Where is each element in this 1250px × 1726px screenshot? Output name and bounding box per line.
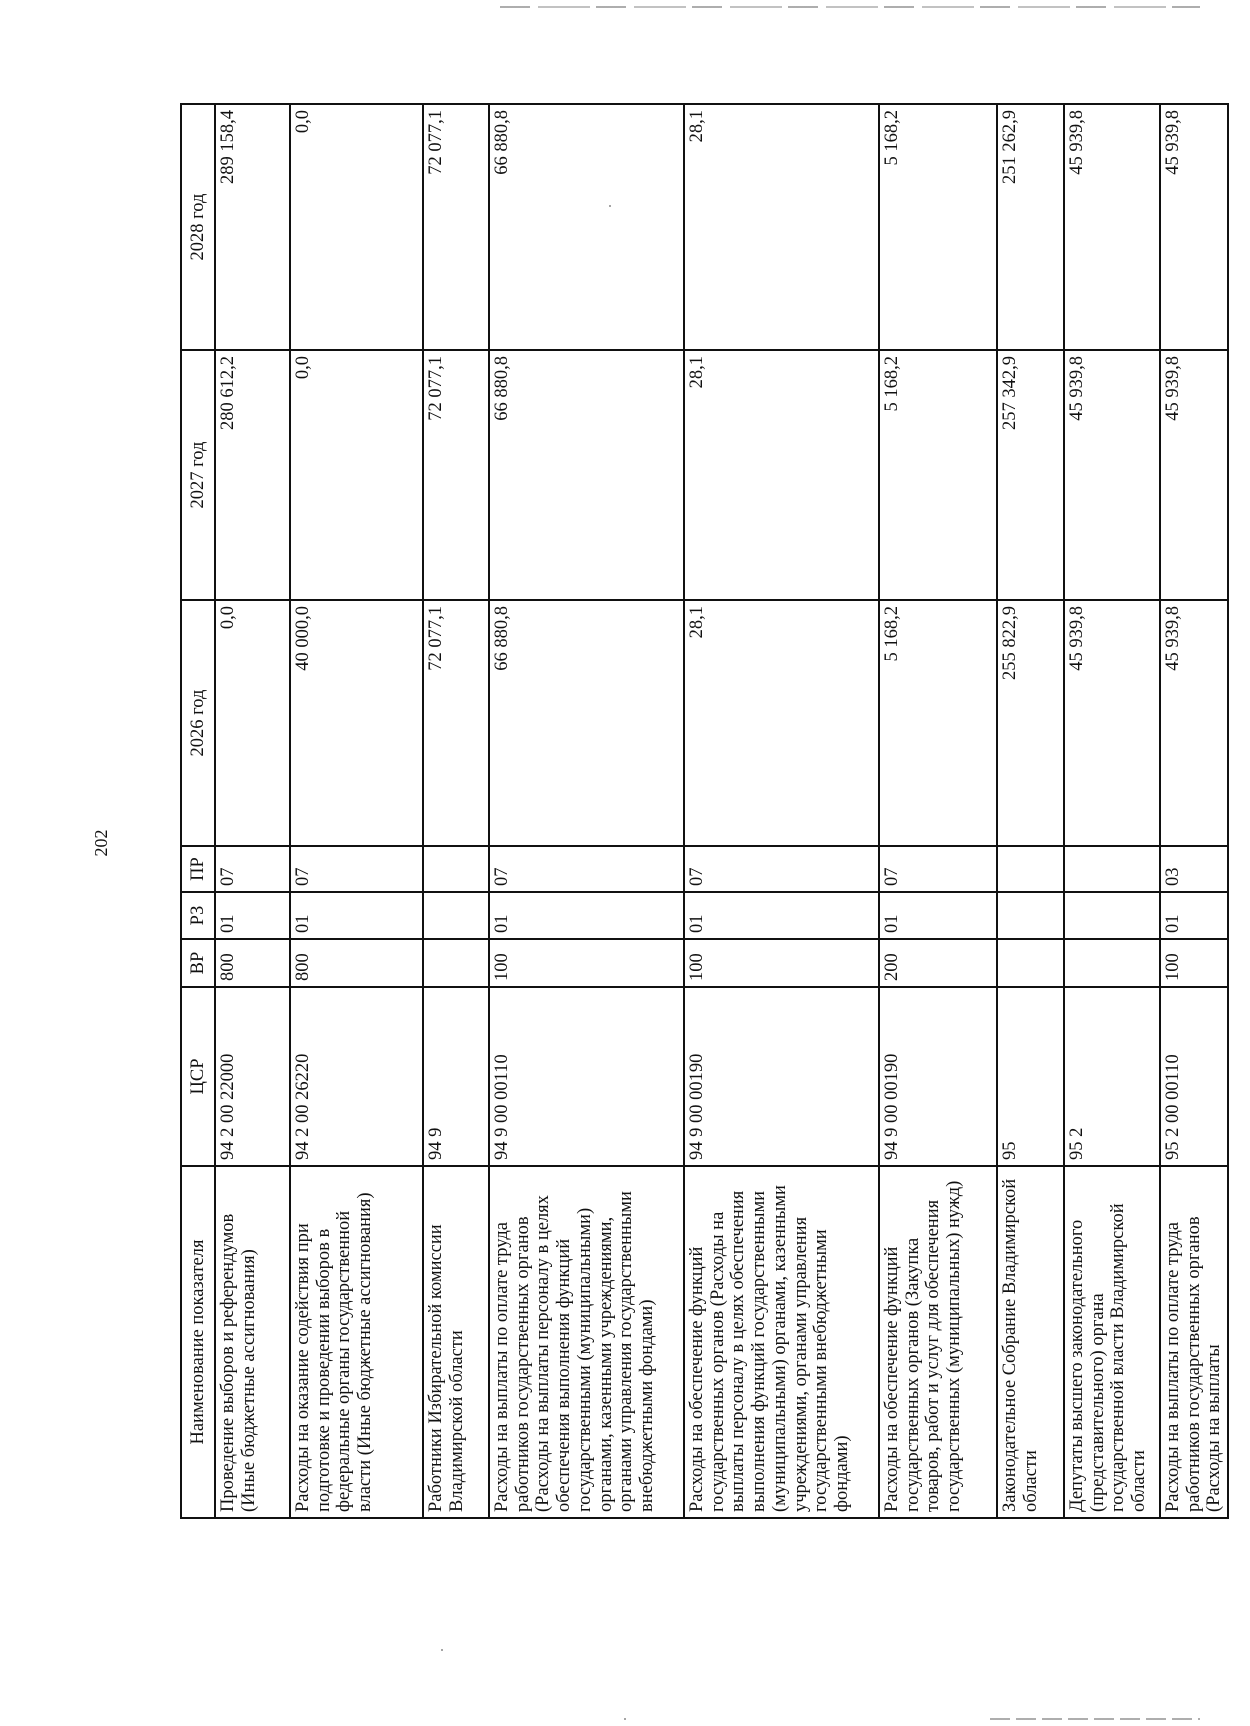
cell-rz: 01 — [1160, 892, 1228, 939]
scan-edge-line — [990, 1718, 1200, 1720]
cell-2026: 72 077,1 — [423, 600, 489, 846]
cell-vr: 200 — [879, 939, 997, 987]
cell-2028: 45 939,8 — [1064, 104, 1160, 350]
cell-name: Расходы на обеспечение функций государственных органов (Расходы на выплаты персоналу в целях обеспечения выполнения функций государственными (муниципальными) органами, казенными учреждениями, органами управления государственными внебюджетными фондами) — [684, 1166, 879, 1518]
cell-2028: 28,1 — [684, 104, 879, 350]
cell-2028: 5 168,2 — [879, 104, 997, 350]
cell-2028: 66 880,8 — [489, 104, 684, 350]
cell-pr: 03 — [1160, 846, 1228, 892]
cell-rz: 01 — [684, 892, 879, 939]
header-row — [181, 104, 215, 1518]
cell-2026: 40 000,0 — [290, 600, 423, 846]
cell-vr: 800 — [215, 939, 290, 987]
cell-pr — [997, 846, 1064, 892]
cell-2026: 28,1 — [684, 600, 879, 846]
cell-rz: 01 — [879, 892, 997, 939]
cell-name: Расходы на обеспечение функций государственных органов (Закупка товаров, работ и услуг для обеспечения государственных (муниципальных) нужд) — [879, 1166, 997, 1518]
header-name: Наименование показателя — [181, 1166, 215, 1518]
cell-2027: 66 880,8 — [489, 350, 684, 600]
cell-2027: 72 077,1 — [423, 350, 489, 600]
cell-rz: 01 — [489, 892, 684, 939]
cell-2028: 72 077,1 — [423, 104, 489, 350]
table-container — [180, 105, 1250, 1519]
table-row — [1064, 104, 1160, 1518]
cell-2028: 0,0 — [290, 104, 423, 350]
cell-pr — [1064, 846, 1160, 892]
table-row — [215, 104, 290, 1518]
cell-2027: 28,1 — [684, 350, 879, 600]
cell-rz: 01 — [290, 892, 423, 939]
cell-name: Проведение выборов и референдумов (Иные бюджетные ассигнования) — [215, 1166, 290, 1518]
cell-vr: 100 — [489, 939, 684, 987]
cell-vr — [997, 939, 1064, 987]
cell-rz — [997, 892, 1064, 939]
scan-edge-line — [500, 6, 1200, 8]
cell-name: Работники Избирательной комиссии Владимирской области — [423, 1166, 489, 1518]
table-row — [879, 104, 997, 1518]
scan-speck — [624, 1718, 626, 1720]
cell-pr: 07 — [879, 846, 997, 892]
header-rz: РЗ — [181, 892, 215, 939]
cell-csr: 94 9 00 00110 — [489, 987, 684, 1166]
cell-2028: 289 158,4 — [215, 104, 290, 350]
cell-2027: 45 939,8 — [1160, 350, 1228, 600]
cell-name: Расходы на оказание содействия при подготовке и проведении выборов в федеральные органы государственной власти (Иные бюджетные ассигнования) — [290, 1166, 423, 1518]
table-row — [684, 104, 879, 1518]
cell-rz — [1064, 892, 1160, 939]
header-2027: 2027 год — [181, 350, 215, 600]
cell-vr: 800 — [290, 939, 423, 987]
cell-csr: 94 9 00 00190 — [684, 987, 879, 1166]
cell-2027: 0,0 — [290, 350, 423, 600]
cell-csr: 95 2 — [1064, 987, 1160, 1166]
header-pr: ПР — [181, 846, 215, 892]
cell-pr: 07 — [489, 846, 684, 892]
cell-vr — [1064, 939, 1160, 987]
cell-2026: 255 822,9 — [997, 600, 1064, 846]
cell-csr: 94 9 — [423, 987, 489, 1166]
table-row — [290, 104, 423, 1518]
cell-2027: 5 168,2 — [879, 350, 997, 600]
cell-name: Законодательное Собрание Владимирской области — [997, 1166, 1064, 1518]
page-number: 202 — [91, 829, 111, 857]
budget-table — [180, 103, 1229, 1519]
cell-2026: 66 880,8 — [489, 600, 684, 846]
cell-2027: 280 612,2 — [215, 350, 290, 600]
cell-2026: 5 168,2 — [879, 600, 997, 846]
cell-pr: 07 — [215, 846, 290, 892]
cell-vr — [423, 939, 489, 987]
cell-vr: 100 — [684, 939, 879, 987]
cell-pr: 07 — [290, 846, 423, 892]
cell-csr: 95 2 00 00110 — [1160, 987, 1228, 1166]
cell-name: Расходы на выплаты по оплате труда работников государственных органов (Расходы на выплаты — [1160, 1166, 1228, 1518]
cell-pr — [423, 846, 489, 892]
table-row — [1160, 104, 1228, 1518]
cell-csr: 94 2 00 26220 — [290, 987, 423, 1166]
cell-2028: 45 939,8 — [1160, 104, 1228, 350]
header-vr: ВР — [181, 939, 215, 987]
cell-csr: 94 2 00 22000 — [215, 987, 290, 1166]
header-csr: ЦСР — [181, 987, 215, 1166]
cell-2027: 45 939,8 — [1064, 350, 1160, 600]
cell-2026: 45 939,8 — [1160, 600, 1228, 846]
cell-csr: 94 9 00 00190 — [879, 987, 997, 1166]
cell-vr: 100 — [1160, 939, 1228, 987]
cell-2026: 0,0 — [215, 600, 290, 846]
cell-pr: 07 — [684, 846, 879, 892]
rotated-sheet — [180, 105, 1250, 1519]
header-2026: 2026 год — [181, 600, 215, 846]
cell-2027: 257 342,9 — [997, 350, 1064, 600]
header-2028: 2028 год — [181, 104, 215, 350]
cell-name: Депутаты высшего законодательного (представительного) органа государственной власти Владимирской области — [1064, 1166, 1160, 1518]
cell-rz — [423, 892, 489, 939]
scan-speck — [441, 1649, 443, 1651]
cell-rz: 01 — [215, 892, 290, 939]
cell-2028: 251 262,9 — [997, 104, 1064, 350]
cell-csr: 95 — [997, 987, 1064, 1166]
table-row — [489, 104, 684, 1518]
cell-name: Расходы на выплаты по оплате труда работников государственных органов (Расходы на выплаты персоналу в целях обеспечения выполнения функций государственными (муниципальными) органами, казенными учреждениями, органами управления государственными внебюджетными фондами) — [489, 1166, 684, 1518]
table-row — [997, 104, 1064, 1518]
table-row — [423, 104, 489, 1518]
cell-2026: 45 939,8 — [1064, 600, 1160, 846]
